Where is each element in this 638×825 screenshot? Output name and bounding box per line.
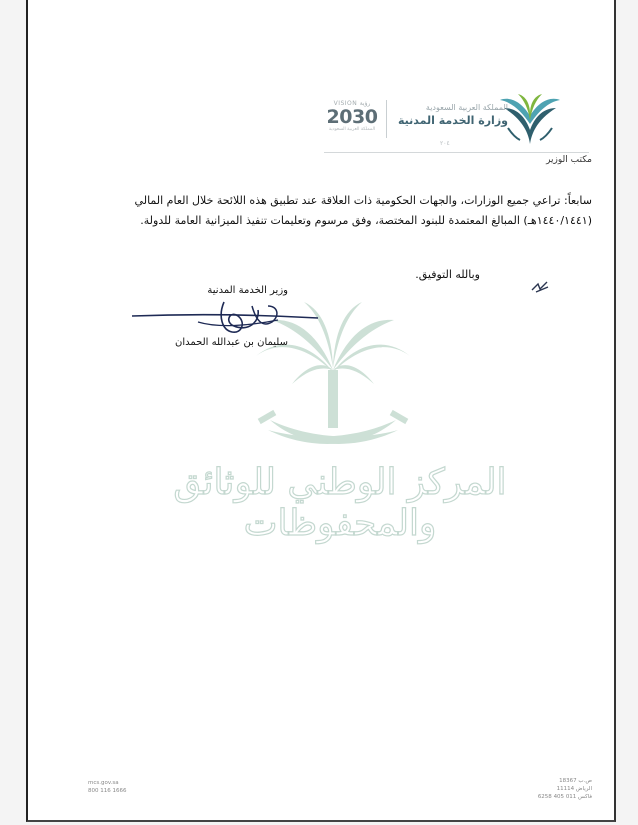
closing-line: وبالله التوفيق. [415,268,480,281]
footer-website: mcs.gov.sa [88,780,119,786]
vision-subtitle: المملكة العربية السعودية [328,127,376,132]
header-divider [386,100,387,138]
document-page [26,0,616,822]
article-label: سابعاً [567,194,592,207]
archive-watermark: المركز الوطني للوثائق والمحفوظات [173,462,507,544]
footer-fax: فاكس 011 405 6258 [537,794,592,800]
footer-contact-left [88,779,127,795]
footer-contact-right [538,777,592,801]
signatory-title: وزير الخدمة المدنية [207,285,288,296]
header-rule [324,152,589,153]
ministry-name-block [398,102,508,129]
footer-po-box: ص.ب 18367 [559,778,592,784]
footer-city: الرياض 11114 [556,786,592,792]
vision-year: 2030 [326,106,378,128]
minister-office-label: مكتب الوزير [546,155,592,165]
initial-mark-icon [530,280,550,294]
header-code: ٢٠٤ [440,140,450,147]
article-text: : تراعي جميع الوزارات، والجهات الحكومية ذات العلاقة عند تطبيق هذه اللائحة خلال العام المالي (١٤٤٠/١٤٤١هـ) المبالغ المعتمدة للبنود المختصة، وفق مرسوم وتعليمات تنفيذ الميزانية العامة للدولة. [134,194,592,227]
ministry-name: وزارة الخدمة المدنية [397,114,508,127]
kingdom-name: المملكة العربية السعودية [425,103,508,112]
signatory-name: سليمان بن عبدالله الحمدان [175,337,288,348]
vision-2030-logo [322,100,382,132]
article-seven [92,191,592,231]
footer-phone: 800 116 1666 [88,788,127,794]
vision-label: VISION رؤية [333,100,371,107]
